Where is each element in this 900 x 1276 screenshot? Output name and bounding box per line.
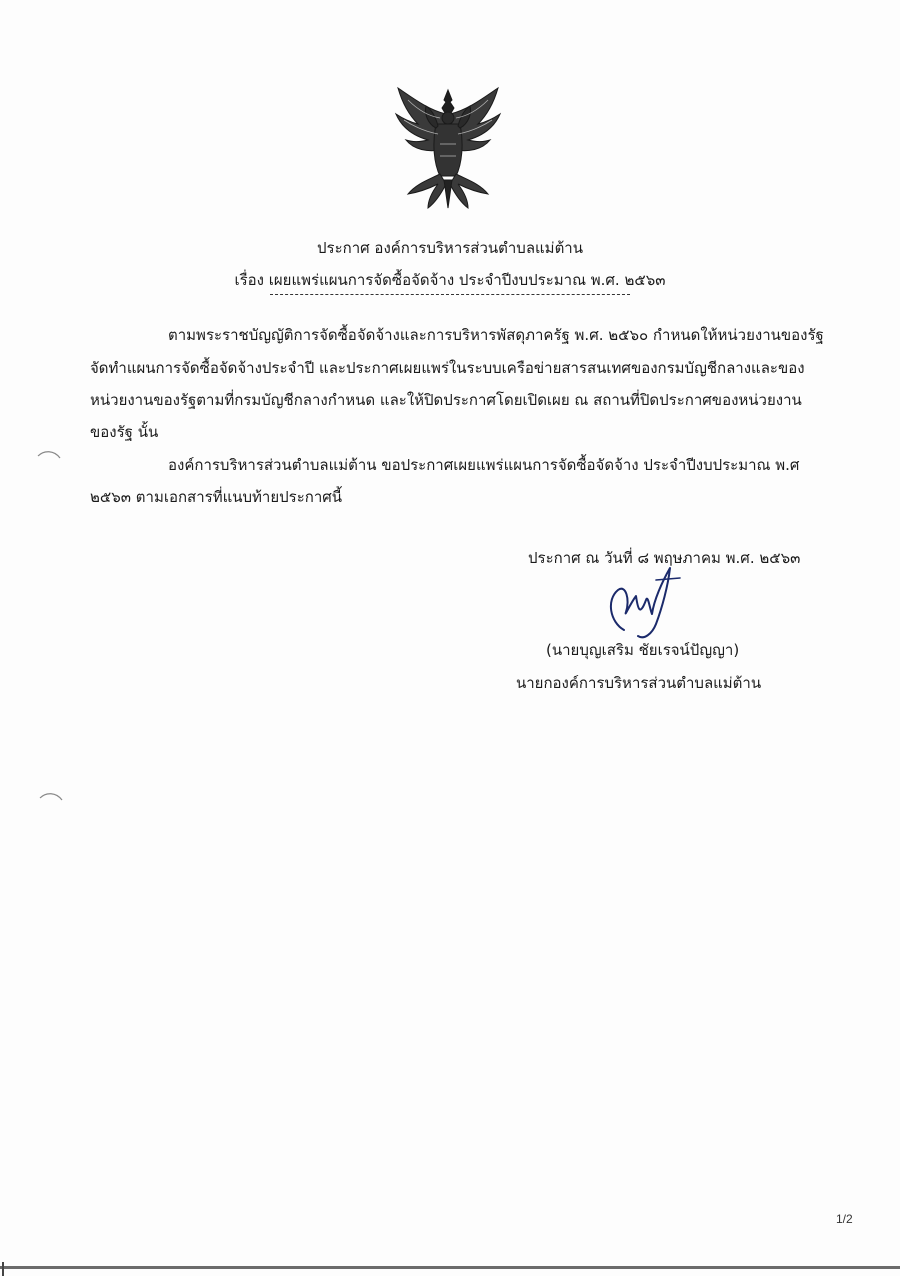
page-number: 1/2	[836, 1212, 853, 1226]
para1-line4: ของรัฐ นั้น	[90, 423, 159, 441]
announcement-title: ประกาศ องค์การบริหารส่วนตำบลแม่ต้าน	[317, 239, 583, 257]
signer-name: (นายบุญเสริม ชัยเรจน์ปัญญา)	[546, 641, 740, 659]
date-line: ประกาศ ณ วันที่ ๘ พฤษภาคม พ.ศ. ๒๕๖๓	[528, 549, 801, 567]
handwritten-signature	[596, 560, 686, 642]
para1-line2: จัดทำแผนการจัดซื้อจัดจ้างประจำปี และประกาศเผยแพร่ในระบบเครือข่ายสารสนเทศของกรมบัญชีกลางและของ	[90, 359, 805, 377]
scan-left-tick	[2, 1262, 4, 1276]
punch-hole-mark	[36, 790, 66, 820]
garuda-emblem-icon	[388, 84, 508, 212]
para2-line1: องค์การบริหารส่วนตำบลแม่ต้าน ขอประกาศเผยแพร่แผนการจัดซื้อจัดจ้าง ประจำปีงบประมาณ พ.ศ	[168, 456, 800, 474]
para1-line3: หน่วยงานของรัฐตามที่กรมบัญชีกลางกำหนด และให้ปิดประกาศโดยเปิดเผย ณ สถานที่ปิดประกาศของหน่วยงาน	[90, 391, 802, 409]
punch-hole-mark	[34, 448, 64, 478]
para2-line2: ๒๕๖๓ ตามเอกสารที่แนบท้ายประกาศนี้	[90, 488, 343, 506]
para1-line1: ตามพระราชบัญญัติการจัดซื้อจัดจ้างและการบริหารพัสดุภาครัฐ พ.ศ. ๒๕๖๐ กำหนดให้หน่วยงานของรัฐ	[168, 326, 824, 344]
signer-position: นายกองค์การบริหารส่วนตำบลแม่ต้าน	[516, 674, 762, 692]
announcement-subject: เรื่อง เผยแพร่แผนการจัดซื้อจัดจ้าง ประจำปีงบประมาณ พ.ศ. ๒๕๖๓	[234, 271, 666, 289]
dashed-divider	[270, 294, 630, 295]
scan-bottom-edge	[0, 1266, 900, 1269]
